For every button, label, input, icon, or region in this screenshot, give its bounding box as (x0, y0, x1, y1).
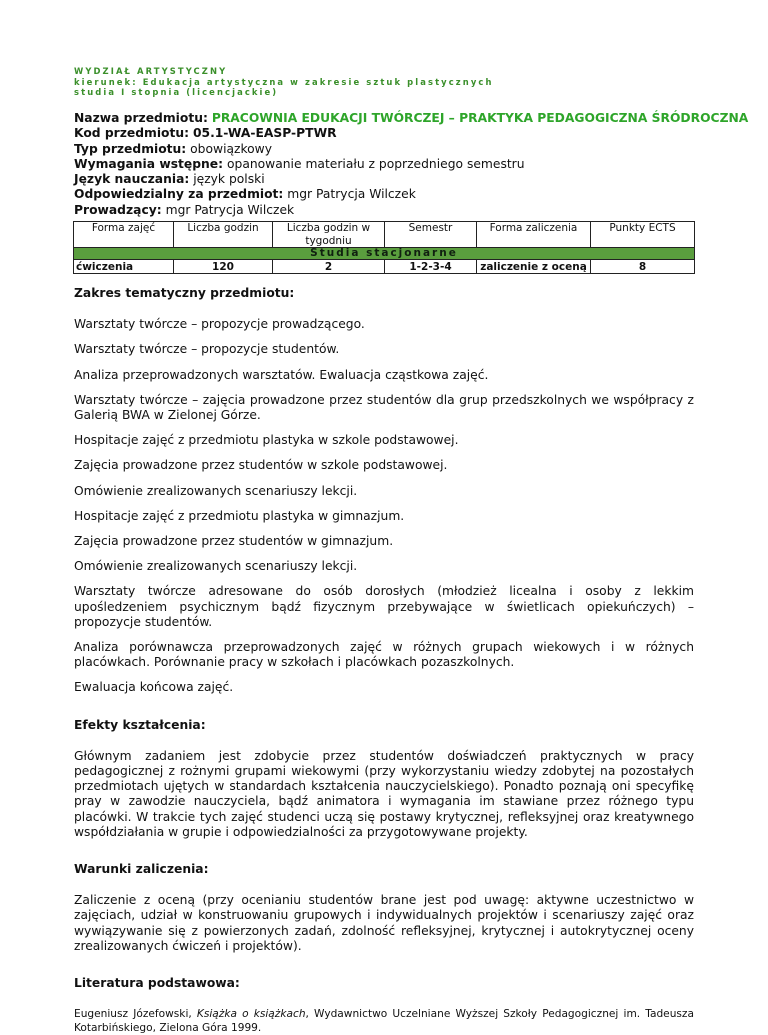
course-table (73, 221, 695, 274)
assessment-heading: Warunki zaliczenia: (74, 862, 209, 877)
column-header: Liczba godzin w tygodniu (273, 222, 385, 248)
literature-author: Eugeniusz Józefowski, (74, 1008, 197, 1021)
topic-item: Warsztaty twórcze – zajęcia prowadzone przez studentów dla grup przedszkolnych we współpracy z Galerią BWA w Zielonej Górze. (74, 392, 694, 423)
requirements: opanowanie materiału z poprzedniego semestru (226, 156, 525, 171)
course-code: 05.1-WA-EASP-PTWR (192, 126, 337, 141)
course-name-label: Nazwa przedmiotu: (74, 111, 208, 125)
faculty-header (74, 66, 494, 98)
column-header: Punkty ECTS (591, 222, 695, 248)
field-of-study: kierunek: Edukacja artystyczna w zakresie sztuk plastycznych (74, 76, 494, 87)
topics-heading: Zakres tematyczny przedmiotu: (74, 286, 295, 300)
topic-item: Warsztaty twórcze adresowane do osób dorosłych (młodzież licealna i osoby z lekkim upośledzeniem psychicznym bądź fizycznym przebywające w świetlicach opiekuńczych) – propozycje studentów. (74, 584, 694, 629)
course-body (74, 286, 694, 1035)
table-cell-form: ćwiczenia (74, 260, 174, 274)
assessment-text: Zaliczenie z oceną (przy ocenianiu studentów brane jest pod uwagę: aktywne uczestnictwo w zajęciach, udział w konstruowaniu grupowych i indywidualnych projektów i scenariuszy zajęć oraz wywiązywanie się z powierzonych zadań, zdolność refleksyjnej, krytycznej i autokrytycznej oceny zrealizowanych ćwiczeń i projektów). (74, 893, 694, 953)
course-type-label: Typ przedmiotu: (74, 141, 187, 156)
requirements-label: Wymagania wstępne: (74, 156, 224, 171)
table-cell-ects: 8 (591, 260, 695, 274)
table-row (74, 260, 695, 274)
outcomes-text: Głównym zadaniem jest zdobycie przez studentów doświadczeń praktycznych w pracy pedagogicznej z rożnymi grupami wiekowymi (przy wykorzystaniu wiedzy zdobytej na pozostałych przedmiotach ujętych w standardach kształcenia nauczycielskiego). Ponadto poznają oni specyfikę pray w zawodzie nauczyciela, bądź animatora i wymagania im stawiane przez różnego typu placówki. W trakcie tych zajęć studenci uczą się postawy krytycznej, refleksyjnej oraz kreatywnego współdziałania w grupie i odpowiedzialności za przygotowywane projekty. (74, 748, 694, 839)
topic-item: Zajęcia prowadzone przez studentów w szkole podstawowej. (74, 458, 448, 473)
topic-item: Zajęcia prowadzone przez studentów w gimnazjum. (74, 534, 394, 549)
topic-item: Analiza porównawcza przeprowadzonych zajęć w różnych grupach wiekowych i w różnych placówkach. Porównanie pracy w szkołach i placówkach pozaszkolnych. (74, 640, 694, 670)
responsible: mgr Patrycja Wilczek (287, 187, 416, 202)
lecturer: mgr Patrycja Wilczek (165, 202, 295, 217)
faculty-name: WYDZIAŁ ARTYSTYCZNY (74, 66, 228, 76)
topic-item: Hospitacje zajęć z przedmiotu plastyka w gimnazjum. (74, 508, 405, 523)
table-cell-assessment: zaliczenie z oceną (477, 260, 591, 274)
course-code-label: Kod przedmiotu: (74, 126, 190, 141)
topic-item: Analiza przeprowadzonych warsztatów. Ewaluacja cząstkowa zajęć. (74, 367, 489, 382)
table-cell-semester: 1-2-3-4 (385, 260, 477, 274)
column-header: Forma zaliczenia (477, 222, 591, 248)
study-level: studia I stopnia (licencjackie) (74, 87, 279, 97)
column-header: Liczba godzin (174, 222, 273, 248)
course-type: obowiązkowy (190, 141, 273, 156)
literature-title: Książka o książkach (196, 1008, 306, 1021)
study-mode-band (74, 248, 695, 260)
lecturer-label: Prowadzący: (74, 202, 162, 217)
table-cell-weekly-hours: 2 (273, 260, 385, 274)
outcomes-heading: Efekty kształcenia: (74, 717, 206, 732)
course-name: PRACOWNIA EDUKACJI TWÓRCZEJ – PRAKTYKA PEDAGOGICZNA ŚRÓDROCZNA (211, 111, 749, 125)
course-info (74, 111, 748, 218)
table-cell-hours: 120 (174, 260, 273, 274)
literature-publisher: , Wydawnictwo Uczelniane Wyższej Szkoły Pedagogicznej im. Tadeusza Kotarbińskiego, Zielona Góra 1999. (74, 1008, 694, 1035)
language-label: Język nauczania: (74, 172, 190, 187)
topic-item: Omówienie zrealizowanych scenariuszy lekcji. (74, 483, 358, 498)
column-header: Semestr (385, 222, 477, 248)
topic-item: Omówienie zrealizowanych scenariuszy lekcji. (74, 559, 358, 574)
topic-item: Warsztaty twórcze – propozycje studentów. (74, 342, 340, 357)
language: język polski (193, 172, 265, 187)
topic-item: Hospitacje zajęć z przedmiotu plastyka w szkole podstawowej. (74, 433, 459, 448)
literature-heading: Literatura podstawowa: (74, 976, 240, 991)
study-mode-label: Studia stacjonarne (74, 248, 695, 260)
topic-item: Warsztaty twórcze – propozycje prowadzącego. (74, 317, 365, 332)
literature-entry (74, 1007, 694, 1035)
topic-item: Ewaluacja końcowa zajęć. (74, 680, 234, 695)
table-header-row (74, 222, 695, 248)
responsible-label: Odpowiedzialny za przedmiot: (74, 187, 284, 202)
column-header: Forma zajęć (74, 222, 174, 248)
